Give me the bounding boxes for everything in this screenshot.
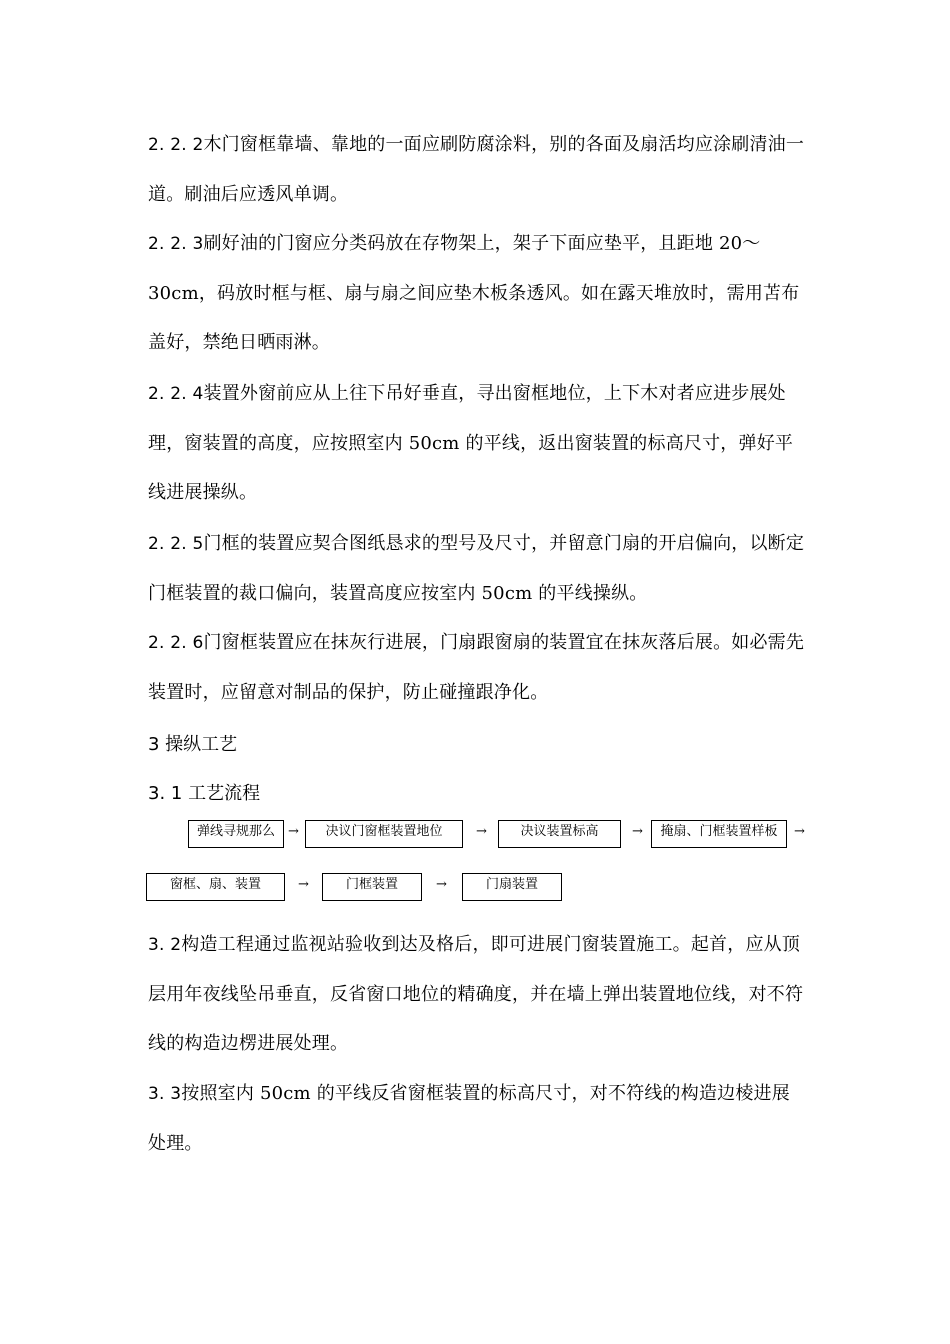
paragraph-number: 2. 2. 2 [148, 135, 204, 155]
paragraph-2-2-5 [148, 519, 808, 618]
paragraph-text: 门窗框装置应在抹灰行进展，门扇跟窗扇的装置宜在抹灰落后展。如必需先装置时，应留意对制品的保护，防止碰撞跟净化。 [148, 632, 805, 703]
paragraph-text: 刷好油的门窗应分类码放在存物架上，架子下面应垫平，且距地 20～30cm，码放时框与框、扇与扇之间应垫木板条透风。如在露天堆放时，需用苫布盖好，禁绝日晒雨淋。 [148, 233, 800, 353]
paragraph-text: 按照室内 50cm 的平线反省窗框装置的标高尺寸，对不符线的构造边棱进展处理。 [148, 1083, 790, 1154]
paragraph-2-2-3 [148, 219, 808, 367]
paragraph-text: 装置外窗前应从上往下吊好垂直，寻出窗框地位，上下木对者应进步展处理，窗装置的高度，应按照室内 50cm 的平线，返出窗装置的标高尺寸，弹好平线进展操纵。 [148, 383, 794, 503]
flow-step-3: 决议装置标高 [498, 820, 621, 848]
paragraph-text: 构造工程通过监视站验收到达及格后，即可进展门窗装置施工。起首，应从顶层用年夜线坠吊垂直，反省窗口地位的精确度，并在墙上弹出装置地位线，对不符线的构造边楞进展处理。 [148, 934, 804, 1054]
paragraph-number: 2. 2. 6 [148, 633, 204, 653]
paragraph-2-2-4 [148, 369, 808, 517]
paragraph-number: 3. 3 [148, 1084, 182, 1104]
paragraph-number: 2. 2. 4 [148, 384, 204, 404]
arrow-icon: → [288, 824, 299, 839]
paragraph-number: 2. 2. 5 [148, 534, 204, 554]
section-heading-3: 3 操纵工艺 [148, 734, 238, 755]
section-heading-3-1: 3. 1 工艺流程 [148, 783, 261, 804]
flow-step-5: 窗框、扇、装置 [146, 873, 285, 901]
flow-step-7: 门扇装置 [462, 873, 562, 901]
paragraph-text: 门框的装置应契合图纸恳求的型号及尺寸，并留意门扇的开启偏向，以断定门框装置的裁口偏向，装置高度应按室内 50cm 的平线操纵。 [148, 533, 805, 604]
arrow-icon: → [794, 824, 805, 839]
paragraph-2-2-2 [148, 120, 808, 219]
flow-step-1: 弹线寻规那么 [188, 820, 284, 848]
paragraph-number: 3. 2 [148, 935, 182, 955]
flow-step-6: 门框装置 [322, 873, 422, 901]
paragraph-3-2 [148, 920, 808, 1068]
arrow-icon: → [632, 824, 643, 839]
paragraph-2-2-6 [148, 618, 808, 717]
paragraph-text: 木门窗框靠墙、靠地的一面应刷防腐涂料，别的各面及扇活均应涂刷清油一道。刷油后应透风单调。 [148, 134, 805, 205]
flow-step-2: 决议门窗框装置地位 [305, 820, 463, 848]
arrow-icon: → [476, 824, 487, 839]
flow-step-4: 掩扇、门框装置样板 [651, 820, 787, 848]
paragraph-number: 2. 2. 3 [148, 234, 204, 254]
paragraph-3-3 [148, 1069, 808, 1168]
arrow-icon: → [298, 877, 309, 892]
arrow-icon: → [436, 877, 447, 892]
